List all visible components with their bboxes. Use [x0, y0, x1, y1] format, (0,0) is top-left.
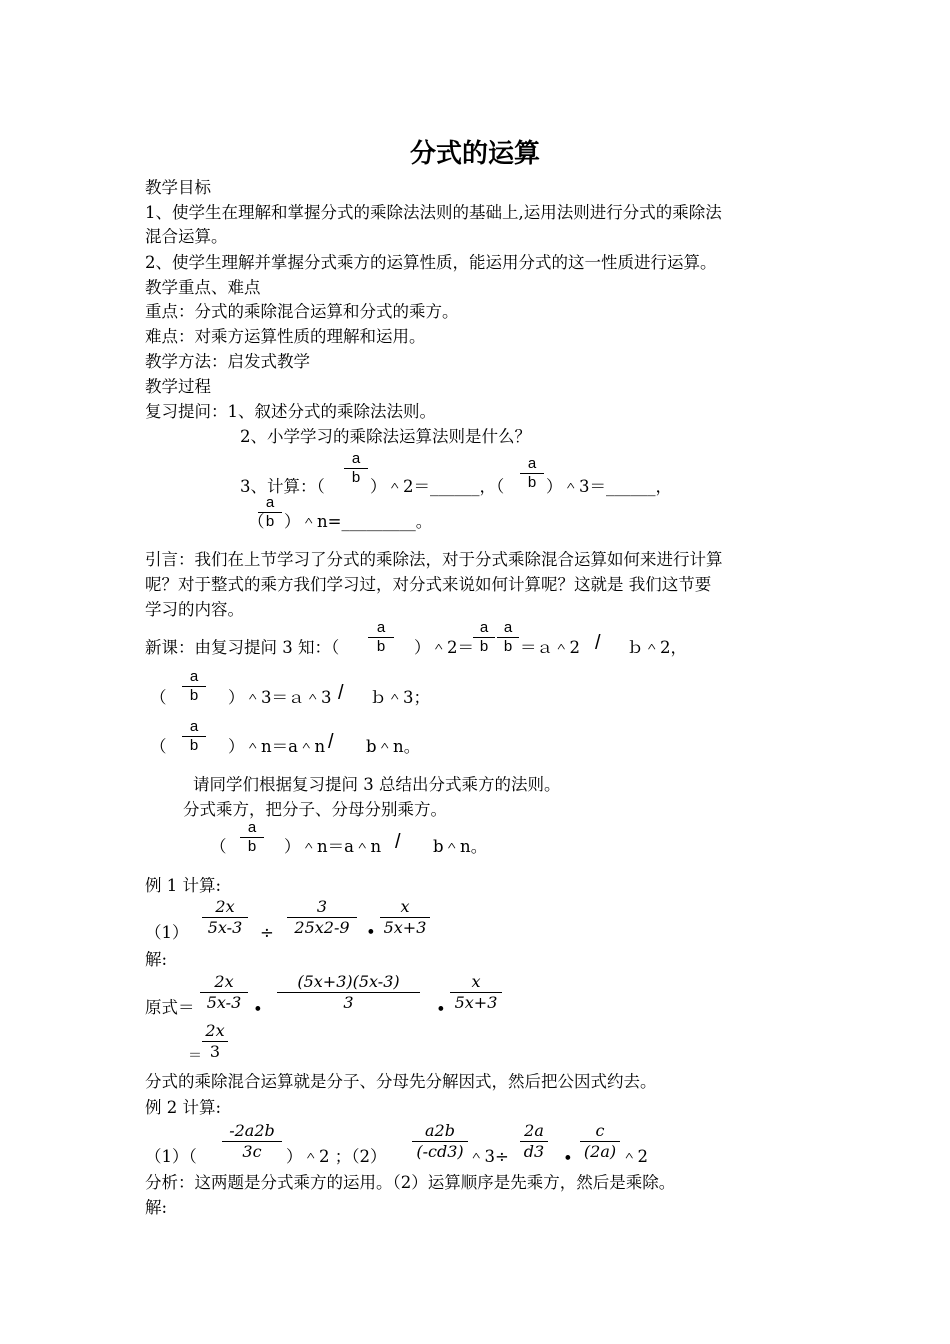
example-2-tail-2: ＾3÷ [468, 1147, 509, 1166]
fraction-neg2a2b-over-3c [222, 1121, 282, 1162]
new-lesson-prefix: 新课：由复习提问 3 知：（ [145, 638, 340, 657]
denominator: 25x2-9 [294, 918, 350, 937]
fraction-slash: / [338, 682, 344, 704]
intro-line-2: 呢？对于整式的乘方我们学习过，对分式来说如何计算呢？这就是 我们这节要 [145, 575, 712, 594]
new-lesson-eq1-mid: ）＾2＝ [414, 638, 474, 657]
fraction-slash: / [328, 731, 334, 753]
numerator: a [479, 619, 489, 636]
rule-mid: ）＾n＝a＾n [284, 837, 382, 856]
denominator: 3 [209, 1042, 221, 1061]
denominator: b [189, 737, 199, 754]
fraction-x-over-5x+3 [450, 972, 502, 1013]
equals-sign: ＝ [188, 1048, 202, 1064]
denominator: 3 [343, 993, 354, 1012]
example-1-note: 分式的乘除混合运算就是分子、分母先分解因式，然后把公因式约去。 [145, 1072, 657, 1091]
numerator: -2a2b [229, 1121, 275, 1140]
numerator: c [595, 1121, 605, 1140]
new-lesson-eq1-tail: ＝ａ＾2 [520, 638, 580, 657]
denominator: (-cd3) [416, 1142, 464, 1161]
divide-sign: ÷ [260, 923, 274, 942]
solution-label: 解: [145, 950, 168, 969]
fraction-a2b-over-neg-cd3 [412, 1121, 468, 1162]
review-question-3-part1: ）＾2＝______，（ [370, 477, 505, 496]
rule-statement: 分式乘方，把分子、分母分别乘方。 [183, 800, 447, 819]
objective-1-line-1: 1、使学生在理解和掌握分式的乘除法法则的基础上,运用法则进行分式的乘除法 [145, 203, 722, 222]
fraction-a-over-b [182, 668, 206, 705]
fraction-a-over-b [473, 619, 495, 656]
fraction-slash: / [595, 632, 601, 654]
numerator: a [351, 450, 361, 467]
new-lesson-bn: b＾n。 [366, 737, 421, 756]
denominator: b [351, 469, 361, 486]
new-lesson-b2: ｂ＾2， [627, 638, 687, 657]
numerator: a [189, 718, 199, 735]
numerator: x [400, 897, 410, 916]
denominator: b [189, 687, 199, 704]
original-expression-label: 原式＝ [145, 998, 195, 1017]
process-heading: 教学过程 [145, 377, 211, 396]
denominator: b [247, 838, 257, 855]
rule-bn: b＾n。 [433, 837, 488, 856]
numerator: a [527, 455, 537, 472]
example-1-label: （1） [145, 923, 189, 942]
page-title: 分式的运算 [409, 139, 540, 169]
numerator: a [247, 819, 257, 836]
review-question-2: 2、小学学习的乘除法运算法则是什么？ [240, 427, 531, 446]
fraction-3-over-25x2-9 [287, 897, 357, 938]
denominator: b [376, 638, 386, 655]
denominator: d3 [523, 1142, 545, 1161]
numerator: (5x+3)(5x-3) [297, 972, 400, 991]
summary-prompt: 请同学们根据复习提问 3 总结出分式乘方的法则。 [193, 775, 561, 794]
teaching-method: 教学方法：启发式教学 [145, 352, 310, 371]
multiply-dot: • [436, 1000, 446, 1019]
fraction-2a-over-d3 [520, 1121, 548, 1162]
numerator: x [471, 972, 481, 991]
denominator: 5x+3 [383, 918, 427, 937]
focus-heading: 教学重点、难点 [145, 278, 261, 297]
numerator: 2a [524, 1121, 544, 1140]
fraction-a-over-b [258, 494, 282, 531]
example-2-analysis: 分析：这两题是分式乘方的运用。（2）运算顺序是先乘方，然后是乘除。 [145, 1173, 676, 1192]
denominator: b [527, 474, 537, 491]
fraction-a-over-b [344, 450, 368, 487]
review-question-1: 复习提问：1、叙述分式的乘除法法则。 [145, 402, 436, 421]
intro-line-1: 引言：我们在上节学习了分式的乘除法，对于分式乘除混合运算如何来进行计算 [145, 550, 723, 569]
intro-line-3: 学习的内容。 [145, 600, 244, 619]
denominator: b [503, 638, 513, 655]
fraction-a-over-b [520, 455, 544, 492]
key-point: 重点：分式的乘除混合运算和分式的乘方。 [145, 302, 459, 321]
fraction-2x-over-3 [202, 1021, 228, 1062]
new-lesson-b3: ｂ＾3； [370, 688, 430, 707]
objective-1-line-2: 混合运算。 [145, 227, 228, 246]
new-lesson-eq2-mid: ）＾3＝ａ＾3 [228, 688, 332, 707]
example-2-heading: 例 2 计算: [145, 1098, 222, 1117]
denominator: 5x+3 [454, 993, 498, 1012]
paren-open: （ [150, 737, 167, 756]
objective-2: 2、使学生理解并掌握分式乘方的运算性质，能运用分式的这一性质进行运算。 [145, 253, 717, 272]
objectives-heading: 教学目标 [145, 178, 211, 197]
denominator: b [479, 638, 489, 655]
denominator: b [265, 513, 275, 530]
fraction-2x-over-5x-3 [202, 897, 248, 938]
multiply-dot: • [253, 1000, 263, 1019]
fraction-a-over-b [497, 619, 519, 656]
review-question-4-part: ）＾n=_________。 [284, 512, 433, 531]
multiply-dot: • [366, 923, 376, 942]
fraction-c-over-2a [580, 1121, 620, 1162]
fraction-a-over-b [368, 619, 394, 656]
numerator: 2x [205, 1021, 225, 1040]
numerator: a [265, 494, 275, 511]
fraction-a-over-b [182, 718, 206, 755]
denominator: 5x-3 [207, 918, 243, 937]
fraction-factored [277, 972, 420, 1013]
fraction-2x-over-5x-3 [200, 972, 248, 1013]
numerator: 2x [214, 972, 234, 991]
example-2-label: （1）（ [145, 1147, 197, 1166]
review-question-3-part2: ）＾3＝______， [546, 477, 672, 496]
paren-open: （ [150, 688, 167, 707]
example-1-heading: 例 1 计算: [145, 876, 222, 895]
review-question-3-prefix: 3、计算：（ [240, 477, 325, 496]
denominator: 3c [242, 1142, 262, 1161]
paren-open: （ [210, 837, 227, 856]
example-2-tail-3: ＾2 [621, 1147, 648, 1166]
multiply-dot: • [563, 1149, 573, 1168]
fraction-x-over-5x+3 [380, 897, 430, 938]
numerator: 3 [316, 897, 328, 916]
denominator: (2a) [583, 1142, 617, 1161]
solution-label: 解: [145, 1198, 168, 1217]
fraction-a-over-b [240, 819, 264, 856]
new-lesson-eq3-mid: ）＾n＝a＾n [228, 737, 326, 756]
numerator: a [503, 619, 513, 636]
numerator: 2x [215, 897, 235, 916]
numerator: a [376, 619, 386, 636]
fraction-slash: / [395, 831, 401, 853]
numerator: a [189, 668, 199, 685]
review-question-4-prefix: （ [248, 512, 265, 531]
denominator: 5x-3 [206, 993, 242, 1012]
numerator: a2b [425, 1121, 455, 1140]
example-2-tail-1: ）＾2 ；（2） [286, 1147, 387, 1166]
difficult-point: 难点：对乘方运算性质的理解和运用。 [145, 327, 426, 346]
